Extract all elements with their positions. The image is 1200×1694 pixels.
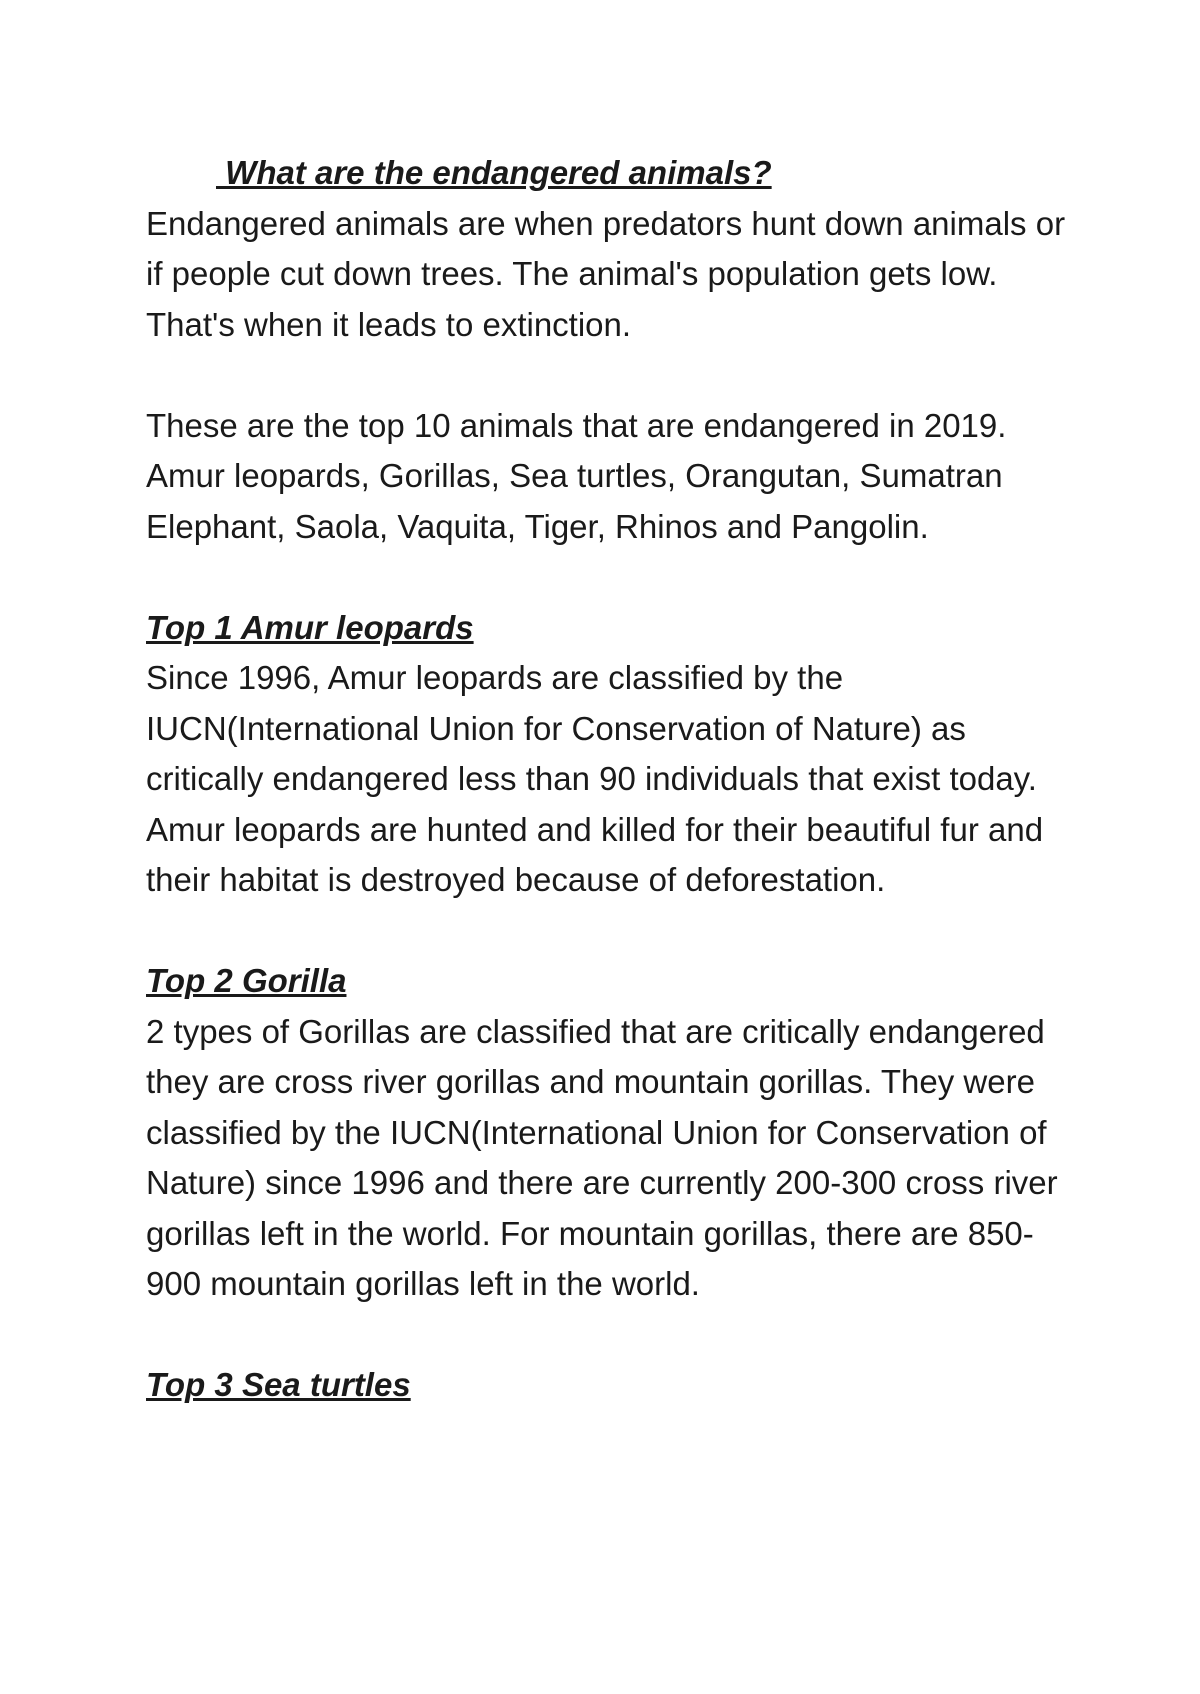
paragraph-gap bbox=[146, 1310, 1080, 1361]
section-sea-turtles bbox=[146, 1360, 1080, 1411]
top-ten-paragraph: These are the top 10 animals that are endangered in 2019. Amur leopards, Gorillas, Sea turtles, Orangutan, Sumatran Elephant, Saola, Vaquita, Tiger, Rhinos and Pangolin. bbox=[146, 406, 1007, 545]
section-heading-gorilla: Top 2 Gorilla bbox=[146, 962, 347, 999]
section-heading-amur-leopards: Top 1 Amur leopards bbox=[146, 608, 474, 646]
section-gorilla bbox=[146, 956, 1080, 1310]
intro-paragraph: Endangered animals are when predators hunt down animals or if people cut down trees. The animal's population gets low. That's when it leads to extinction. bbox=[146, 204, 1066, 343]
paragraph-gap bbox=[146, 906, 1080, 957]
section-body-amur-leopards: Since 1996, Amur leopards are classified by the IUCN(International Union for Conservation of Nature) as critically endangered less than 90 individuals that exist today. Amur leopards are hunted and killed for their beautiful fur and their habitat is destroyed because of deforestation. bbox=[146, 659, 1044, 898]
section-body-gorilla: 2 types of Gorillas are classified that are critically endangered they are cross river gorillas and mountain gorillas. They were classified by the IUCN(International Union for Conservation of Nature) since 1996 and there are currently 200-300 cross river gorillas left in the world. For mountain gorillas, there are 850-900 mountain gorillas left in the world. bbox=[146, 1012, 1058, 1302]
section-heading-sea-turtles: Top 3 Sea turtles bbox=[146, 1366, 411, 1403]
section-amur-leopards bbox=[146, 603, 1080, 906]
document-title: What are the endangered animals? bbox=[216, 154, 772, 191]
paragraph-gap bbox=[146, 350, 1080, 401]
paragraph-gap bbox=[146, 552, 1080, 603]
